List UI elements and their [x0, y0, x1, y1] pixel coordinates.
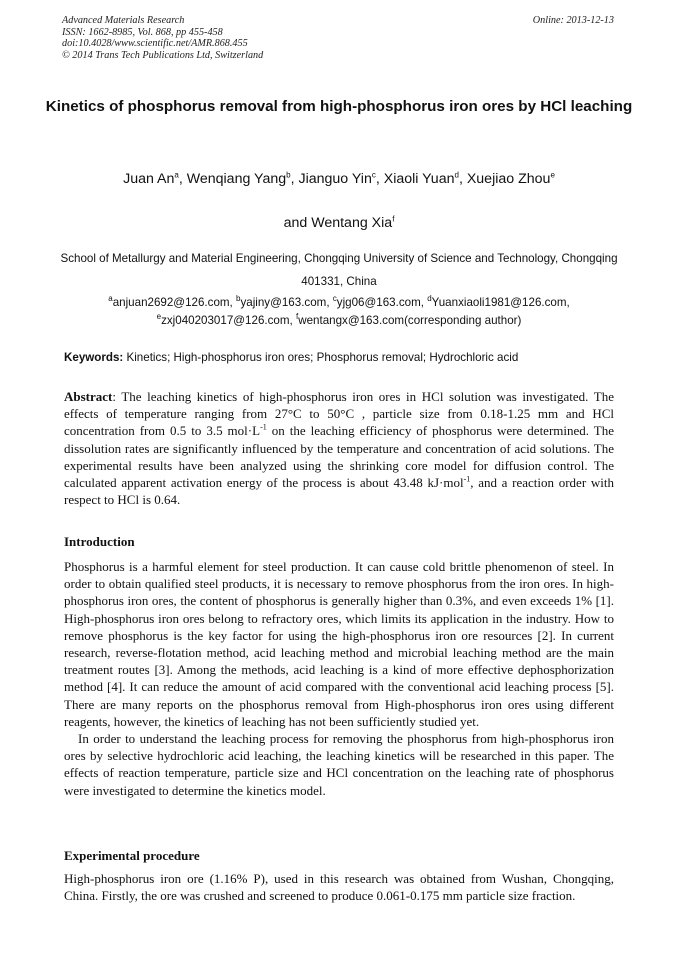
online-date: Online: 2013-12-13: [532, 15, 614, 26]
introduction-heading: Introduction: [64, 534, 135, 549]
email-link[interactable]: wentangx@163.com(corresponding author): [298, 314, 522, 327]
email-link[interactable]: Yuanxiaoli1981@126.com,: [431, 296, 570, 309]
journal-header: [62, 15, 263, 61]
abstract: Abstract: The leaching kinetics of high-phosphorus iron ores in HCl solution was investigated. The effects of temperature ranging from 27°C to 50°C , particle size from 0.18-1.25 mm and HCl concentration from 0.5 to 3.5 $mol\cdot L^{-1}$ on the leaching efficiency of phosphorus were determined. The dissolution rates are significantly influenced by the temperature and concentration of acid solutions. The experimental results have been analyzed using the shrinking core model for diffusion control. The calculated apparent activation energy of the process is about 43.48 kJ·mol$^{-1}$, and a reaction order with respect to HCl is 0.64.: [64, 389, 614, 508]
copyright-line: © 2014 Trans Tech Publications Ltd, Switzerland: [62, 49, 264, 61]
author-name: Xiaoli Yuan: [383, 171, 455, 187]
author-name: Jianguo Yin: [298, 171, 372, 187]
author-list: Juan An$^a$, Wenqiang Yang$^b$, Jianguo Yin$^c$, Xiaoli Yuan$^d$, Xuejiao Zhou$^e$ and Wentang Xia$^f$: [123, 170, 555, 231]
email-link[interactable]: zxj040203017@126.com,: [161, 314, 296, 327]
keywords-label: Keywords:: [64, 351, 124, 364]
email-link[interactable]: yajiny@163.com,: [240, 296, 333, 309]
author-mark: b: [286, 170, 291, 180]
author-name: Xuejiao Zhou: [466, 171, 551, 187]
author-mark: a: [174, 170, 179, 180]
paragraph: Phosphorus is a harmful element for steel production. It can cause cold brittle phenomenon of steel. In order to obtain qualified steel products, it is necessary to remove phosphorus from the iron ores. In high-phosphorus iron ores, the content of phosphorus is generally higher than 0.3%, and even exceeds 1% [1]. High-phosphorus iron ores belong to refractory ores, which limits its application in the industry. How to remove phosphorus is the key factor for using the high-phosphorus iron ore resources [2]. In current research, reverse-flotation method, acid leaching method and microbial leaching method are the main treatment routes [3]. Among the methods, acid leaching is a kind of more effective dephosphorization method [4]. It can reduce the amount of acid compared with the conventional acid leaching process [5]. There are many reports on the phosphorus removal from High-phosphorus iron ores using different reagents, however, the kinetics of leaching has not been sufficiently studied yet.: [64, 559, 614, 729]
doi-line: doi:10.4028/www.scientific.net/AMR.868.455: [62, 38, 248, 50]
keywords: [64, 351, 518, 364]
abstract-label: Abstract: [64, 389, 113, 404]
email-link[interactable]: anjuan2692@126.com,: [112, 296, 236, 309]
author-mark: d: [454, 170, 459, 180]
affiliation: School of Metallurgy and Material Engineering, Chongqing University of Science and Technology, Chongqing 401331, China: [60, 252, 618, 288]
paper-title: Kinetics of phosphorus removal from high-phosphorus iron ores by HCl leaching: [45, 98, 633, 115]
author-mark: e: [550, 170, 555, 180]
issn-line: ISSN: 1662-8985, Vol. 868, pp 455-458: [62, 26, 223, 38]
author-name: Wentang Xia: [311, 215, 393, 231]
experimental-heading: Experimental procedure: [64, 848, 200, 863]
author-name: Juan An: [123, 171, 175, 187]
author-emails: $^a$anjuan2692@126.com, $^b$yajiny@163.com, $^c$yjg06@163.com, $^d$Yuanxiaoli1981@126.com, $^e$zxj040203017@126.com, $^f$wentangx@163.com(corresponding author): [108, 294, 570, 327]
paragraph: In order to understand the leaching process for removing the phosphorus from high-phosphorus iron ores by selective hydrochloric acid leaching, the leaching kinetics will be researched in this paper. The effects of reaction temperature, particle size and HCl concentration on the leaching rate of phosphorus were investigated to determine the kinetics model.: [64, 731, 614, 798]
journal-name: Advanced Materials Research: [62, 15, 185, 26]
email-link[interactable]: yjg06@163.com,: [336, 296, 428, 309]
experimental-body: High-phosphorus iron ore (1.16% P), used in this research was obtained from Wushan, Chongqing, China. Firstly, the ore was crushed and screened to produce 0.061-0.175 mm particle size fraction.: [64, 871, 614, 904]
author-name: Wenqiang Yang: [186, 171, 287, 187]
author-mark: f: [392, 214, 395, 224]
keywords-text: Kinetics; High-phosphorus iron ores; Phosphorus removal; Hydrochloric acid: [123, 351, 519, 364]
author-mark: c: [371, 170, 376, 180]
introduction-body: [64, 558, 614, 799]
